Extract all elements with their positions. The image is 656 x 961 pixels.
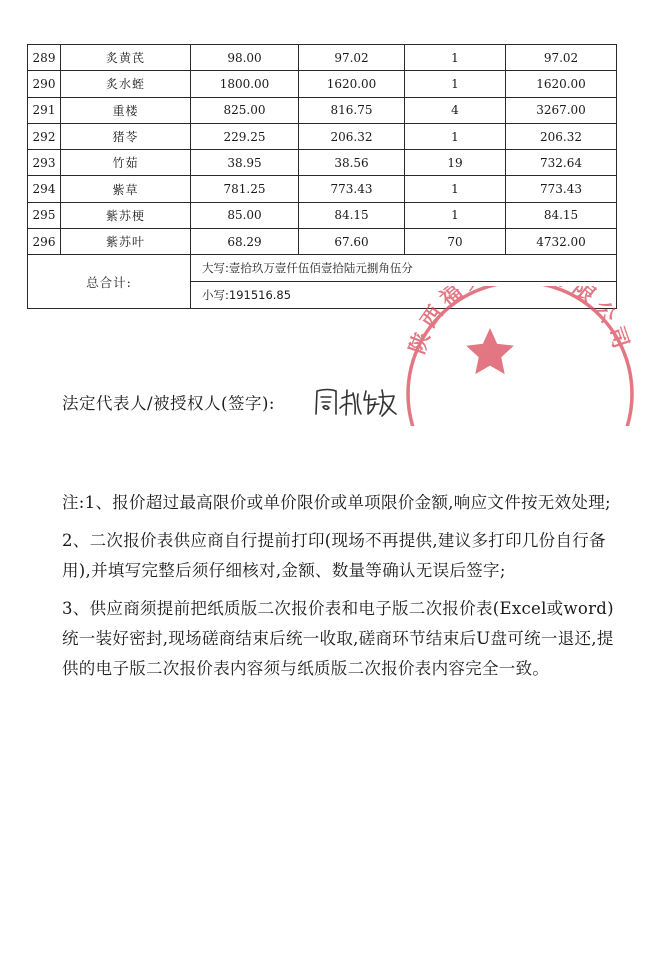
max-price: 229.25 bbox=[191, 123, 299, 149]
quantity: 1 bbox=[405, 123, 506, 149]
amount: 4732.00 bbox=[506, 229, 617, 255]
max-price: 781.25 bbox=[191, 176, 299, 202]
quantity: 4 bbox=[405, 97, 506, 123]
amount: 3267.00 bbox=[506, 97, 617, 123]
table-row bbox=[28, 229, 617, 255]
table-row bbox=[28, 71, 617, 97]
quote-price: 773.43 bbox=[299, 176, 405, 202]
max-price: 38.95 bbox=[191, 150, 299, 176]
quantity: 1 bbox=[405, 202, 506, 228]
amount: 1620.00 bbox=[506, 71, 617, 97]
table-row bbox=[28, 150, 617, 176]
max-price: 68.29 bbox=[191, 229, 299, 255]
row-no: 290 bbox=[28, 71, 61, 97]
max-price: 98.00 bbox=[191, 45, 299, 71]
item-name: 炙水蛭 bbox=[61, 71, 191, 97]
total-label: 总合计: bbox=[28, 255, 191, 309]
row-no: 295 bbox=[28, 202, 61, 228]
table-row bbox=[28, 123, 617, 149]
seal-text: 陕西福 限公司 bbox=[404, 286, 636, 357]
row-no: 292 bbox=[28, 123, 61, 149]
max-price: 85.00 bbox=[191, 202, 299, 228]
table-row bbox=[28, 202, 617, 228]
total-lower: 小写:191516.85 bbox=[191, 282, 617, 309]
row-no: 291 bbox=[28, 97, 61, 123]
quantity: 1 bbox=[405, 45, 506, 71]
quote-price: 206.32 bbox=[299, 123, 405, 149]
total-upper: 大写:壹拾玖万壹仟伍佰壹拾陆元捌角伍分 bbox=[191, 255, 617, 282]
price-table-body bbox=[28, 45, 617, 255]
quantity: 1 bbox=[405, 176, 506, 202]
total-upper-row bbox=[28, 255, 617, 282]
quote-price: 67.60 bbox=[299, 229, 405, 255]
note-2: 2、二次报价表供应商自行提前打印(现场不再提供,建议多打印几份自行备用),并填写完整后须仔细核对,金额、数量等确认无误后签字; bbox=[62, 531, 606, 580]
amount: 732.64 bbox=[506, 150, 617, 176]
company-seal bbox=[400, 286, 640, 430]
row-no: 289 bbox=[28, 45, 61, 71]
item-name: 紫苏叶 bbox=[61, 229, 191, 255]
table-row bbox=[28, 45, 617, 71]
svg-text:陕西福天医药有限公司 bbox=[405, 286, 635, 357]
note-3: 3、供应商须提前把纸质版二次报价表和电子版二次报价表(Excel或word)统一装好密封,现场磋商结束后统一收取,磋商环节结束后U盘可统一退还,提供的电子版二次报价表内容须与纸质版二次报价表内容完全一致。 bbox=[62, 599, 614, 678]
amount: 773.43 bbox=[506, 176, 617, 202]
max-price: 825.00 bbox=[191, 97, 299, 123]
row-no: 294 bbox=[28, 176, 61, 202]
quantity: 19 bbox=[405, 150, 506, 176]
quote-price: 97.02 bbox=[299, 45, 405, 71]
table-row bbox=[28, 97, 617, 123]
quantity: 1 bbox=[405, 71, 506, 97]
row-no: 293 bbox=[28, 150, 61, 176]
amount: 97.02 bbox=[506, 45, 617, 71]
item-name: 竹茹 bbox=[61, 150, 191, 176]
signature-label: 法定代表人/被授权人(签字): bbox=[62, 394, 275, 413]
row-no: 296 bbox=[28, 229, 61, 255]
item-name: 紫苏梗 bbox=[61, 202, 191, 228]
quote-price: 84.15 bbox=[299, 202, 405, 228]
item-name: 炙黄芪 bbox=[61, 45, 191, 71]
quote-price: 1620.00 bbox=[299, 71, 405, 97]
price-table bbox=[27, 44, 617, 309]
quote-price: 816.75 bbox=[299, 97, 405, 123]
item-name: 重楼 bbox=[61, 97, 191, 123]
amount: 84.15 bbox=[506, 202, 617, 228]
handwritten-signature bbox=[312, 384, 398, 424]
table-row bbox=[28, 176, 617, 202]
item-name: 猪苓 bbox=[61, 123, 191, 149]
max-price: 1800.00 bbox=[191, 71, 299, 97]
item-name: 紫草 bbox=[61, 176, 191, 202]
notes-section bbox=[62, 488, 618, 692]
amount: 206.32 bbox=[506, 123, 617, 149]
quote-price: 38.56 bbox=[299, 150, 405, 176]
note-1: 注:1、报价超过最高限价或单价限价或单项限价金额,响应文件按无效处理; bbox=[62, 493, 611, 512]
quantity: 70 bbox=[405, 229, 506, 255]
